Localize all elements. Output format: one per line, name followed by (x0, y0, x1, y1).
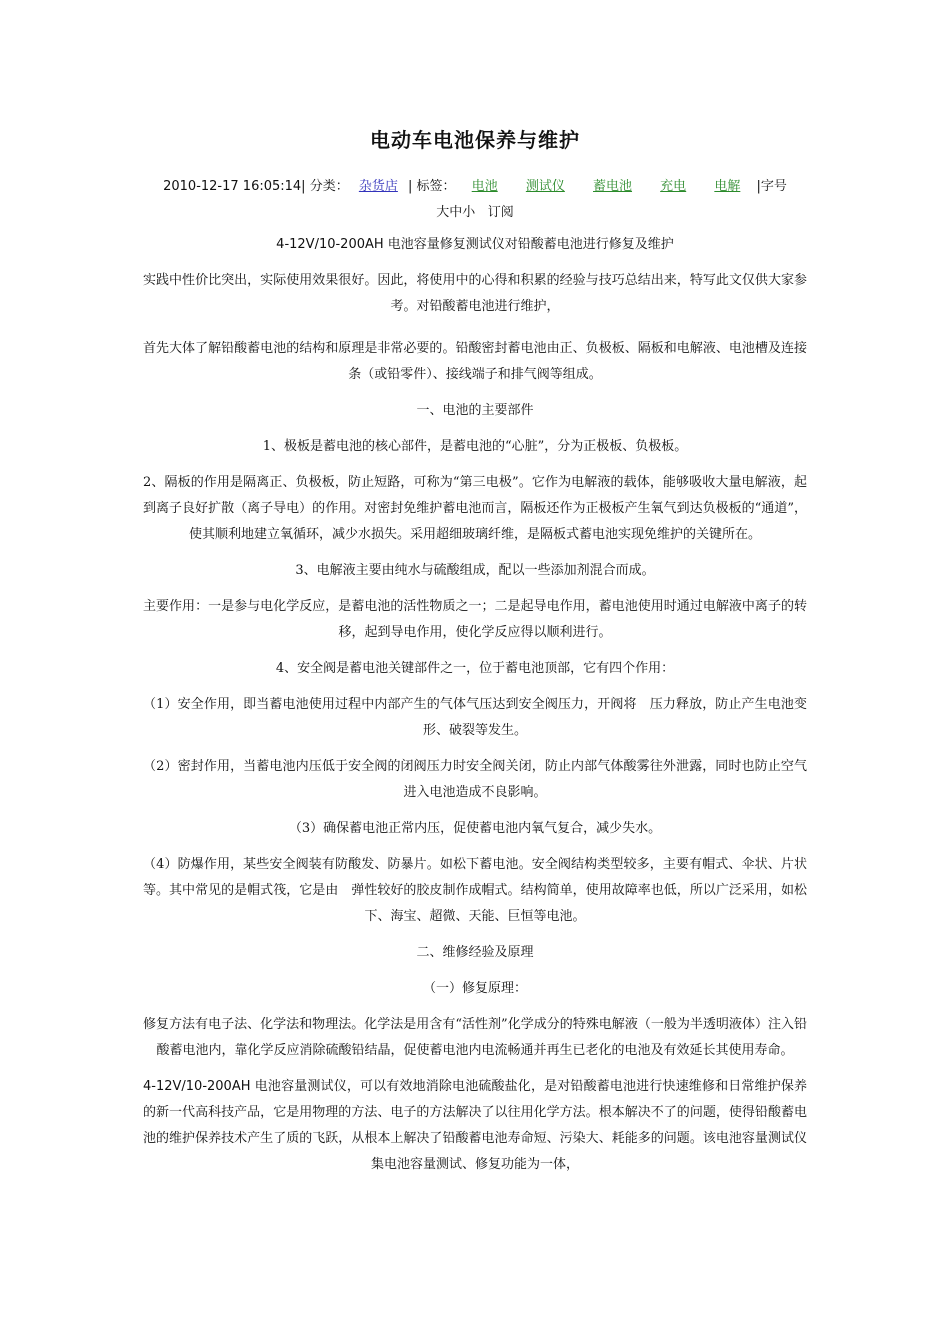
paragraph: 4、安全阀是蓄电池关键部件之一，位于蓄电池顶部，它有四个作用： (275, 661, 675, 676)
paragraph: （3）确保蓄电池正常内压，促使蓄电池内氧气复合，减少失水。 (288, 821, 662, 836)
paragraph: （4）防爆作用，某些安全阀装有防酸发、防暴片。如松下蓄电池。安全阀结构类型较多，主要有帽式、伞状、片状等。其中常见的是帽式筏，它是由 弹性较好的胶皮制作成帽式。结构简单，使用故障率也低，所以广泛采用，如松下、海宝、超微、天能、巨恒等电池。 (143, 857, 807, 924)
post-datetime: 2010-12-17 16:05:14| (163, 179, 306, 194)
subsection-heading: （一）修复原理： (422, 981, 527, 996)
paragraph: 2、隔板的作用是隔离正、负极板，防止短路，可称为“第三电极”。它作为电解液的载体，能够吸收大量电解液，起到离子良好扩散（离子导电）的作用。对密封免维护蓄电池而言，隔板还作为正极板产生氧气到达负极板的“通道”，使其顺利地建立氧循环，减少水损失。采用超细玻璃纤维，是隔板式蓄电池实现免维护的关键所在。 (143, 475, 807, 542)
font-size-options[interactable]: 大中小 (436, 205, 476, 220)
meta-separator: | (408, 179, 413, 194)
font-size-label: |字号 (756, 179, 787, 194)
paragraph: 修复方法有电子法、化学法和物理法。化学法是用含有“活性剂”化学成分的特殊电解液（一般为半透明液体）注入铅酸蓄电池内，靠化学反应消除硫酸铅结晶，促使蓄电池内电流畅通并再生已老化的电池及有效延长其使用寿命。 (143, 1017, 807, 1058)
category-label: 分类： (309, 179, 349, 194)
paragraph: 3、电解液主要由纯水与硫酸组成，配以一些添加剂混合而成。 (295, 563, 655, 578)
paragraph: 实践中性价比突出，实际使用效果很好。因此，将使用中的心得和积累的经验与技巧总结出来，特写此文仅供大家参考。对铅酸蓄电池进行维护， (143, 273, 807, 314)
paragraph: 主要作用：一是参与电化学反应，是蓄电池的活性物质之一；二是起导电作用，蓄电池使用时通过电解液中离子的转移，起到导电作用，使化学反应得以顺利进行。 (143, 599, 807, 640)
tag-link[interactable]: 蓄电池 (593, 179, 633, 194)
page-title: 电动车电池保养与维护 (370, 128, 580, 152)
tag-link[interactable]: 充电 (660, 179, 687, 194)
post-meta (140, 174, 810, 226)
paragraph: （2）密封作用，当蓄电池内压低于安全阀的闭阀压力时安全阀关闭，防止内部气体酸雾往外泄露，同时也防止空气进入电池造成不良影响。 (143, 759, 807, 800)
article-body (143, 232, 807, 1188)
section-heading: 二、维修经验及原理 (416, 945, 534, 960)
category-link[interactable]: 杂货店 (358, 179, 398, 194)
section-heading: 一、电池的主要部件 (416, 403, 534, 418)
tag-link[interactable]: 电池 (471, 179, 498, 194)
tags-label: 标签： (416, 179, 456, 194)
paragraph: 1、极板是蓄电池的核心部件，是蓄电池的“心脏”，分为正极板、负极板。 (262, 439, 688, 454)
paragraph-text: 电池容量测试仪，可以有效地消除电池硫酸盐化，是对铅酸蓄电池进行快速维修和日常维护保养的新一代高科技产品，它是用物理的方法、电子的方法解决了以往用化学方法。根本解决不了的问题，使得铅酸蓄电池的维护保养技术产生了质的飞跃，从根本上解决了铅酸蓄电池寿命短、污染大、耗能多的问题。该电池容量测试仪集电池容量测试、修复功能为一体， (143, 1079, 807, 1172)
paragraph (143, 1074, 807, 1178)
subscribe-link[interactable]: 订阅 (487, 205, 514, 220)
tag-link[interactable]: 测试仪 (525, 179, 565, 194)
paragraph (143, 232, 807, 258)
product-model: 4-12V/10-200AH (143, 1079, 251, 1094)
paragraph: 首先大体了解铅酸蓄电池的结构和原理是非常必要的。铅酸密封蓄电池由正、负极板、隔板和电解液、电池槽及连接条（或铅零件）、接线端子和排气阀等组成。 (143, 341, 807, 382)
paragraph-text: 电池容量修复测试仪对铅酸蓄电池进行修复及维护 (383, 237, 674, 252)
tag-link[interactable]: 电解 (714, 179, 741, 194)
product-model: 4-12V/10-200AH (276, 237, 384, 252)
paragraph: （1）安全作用，即当蓄电池使用过程中内部产生的气体气压达到安全阀压力，开阀将 压力释放，防止产生电池变形、破裂等发生。 (143, 697, 807, 738)
